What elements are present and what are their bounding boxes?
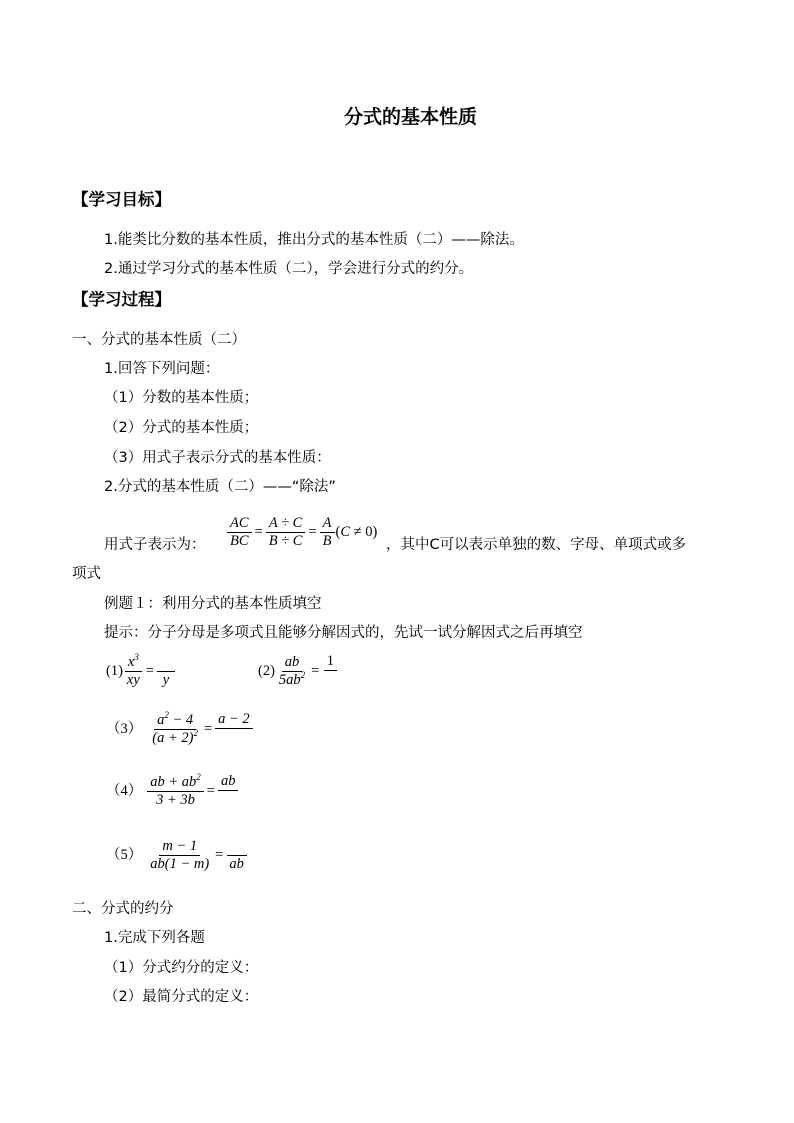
section-heading-process: 【学习过程】	[72, 290, 171, 309]
exercise-2: (2) $\frac{ab}{5ab^2}$ = 1	[258, 654, 339, 688]
part2-item-1: （1）分式约分的定义：	[104, 960, 259, 976]
part1-item-3: （3）用式子表示分式的基本性质：	[104, 450, 331, 466]
exercise-5: （5） $\frac{m - 1}{ab(1 - m)}$ = ab	[106, 838, 248, 872]
formula-suffix: ，其中C可以表示单独的数、字母、单项式或多	[386, 537, 687, 553]
exercise-1: (1) $\frac{x^3}{xy}$ = y	[106, 654, 176, 688]
page-title: 分式的基本性质	[344, 106, 478, 128]
part1-heading: 一、分式的基本性质（二）	[72, 332, 246, 348]
part2-item-2: （2）最简分式的定义：	[104, 989, 259, 1005]
section-heading-goals: 【学习目标】	[72, 190, 171, 209]
exercise-3: （3） $\frac{a^2 - 4}{(a + 2)^2}$ = a − 2	[106, 712, 254, 746]
goal-2: 2.通过学习分式的基本性质（二），学会进行分式的约分。	[104, 261, 474, 277]
part1-item-1: （1）分数的基本性质；	[104, 390, 259, 406]
part2-heading: 二、分式的约分	[72, 901, 174, 917]
goal-1: 1.能类比分数的基本性质，推出分式的基本性质（二）——除法。	[104, 232, 524, 248]
formula-prefix: 用式子表示为：	[104, 537, 206, 553]
exercise-4-label: （4）	[106, 782, 143, 799]
part2-question-1: 1.完成下列各题	[104, 930, 205, 946]
example-hint: 提示：分子分母是多项式且能够分解因式的，先试一试分解因式之后再填空	[104, 625, 583, 641]
exercise-4: （4） $\frac{ab + ab^2}{3 + 3b}$ = ab	[106, 774, 239, 808]
part1-question-2: 2.分式的基本性质（二）——“除法”	[104, 479, 336, 495]
example-1-title: 例题１：利用分式的基本性质填空	[104, 596, 322, 612]
formula-division-property: $\frac{AC}{BC}$ = $\frac{A \div C}{B \div C}$ = $\frac{A}{B}$ (C ≠ 0)	[226, 516, 377, 549]
exercise-2-label: (2)	[258, 662, 275, 679]
formula-wrap: 项式	[72, 566, 101, 582]
part1-question-1: 1.回答下列问题：	[104, 361, 220, 377]
part1-item-2: （2）分式的基本性质；	[104, 420, 259, 436]
exercise-1-label: (1)	[106, 662, 123, 679]
exercise-3-label: （3）	[106, 720, 143, 737]
exercise-5-label: （5）	[106, 846, 143, 863]
